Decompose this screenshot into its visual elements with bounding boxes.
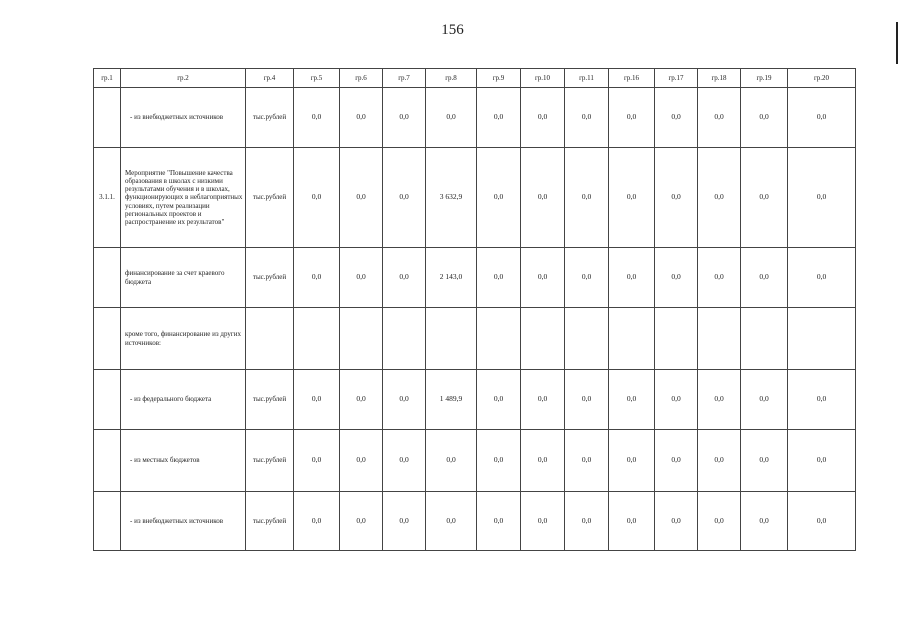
column-header: гр.18 xyxy=(698,69,741,88)
value-cell: 0,0 xyxy=(741,148,788,248)
value-cell: 0,0 xyxy=(565,430,609,492)
value-cell: 0,0 xyxy=(521,370,565,430)
value-cell: 0,0 xyxy=(477,430,521,492)
page-number: 156 xyxy=(441,22,464,38)
value-cell: 0,0 xyxy=(655,370,698,430)
value-cell: 0,0 xyxy=(340,248,383,308)
value-cell: 0,0 xyxy=(477,370,521,430)
column-header: гр.1 xyxy=(94,69,121,88)
table-row xyxy=(94,370,856,430)
table-row xyxy=(94,88,856,148)
value-cell xyxy=(383,308,426,370)
row-name: финансирование за счет краевого бюджета xyxy=(121,248,246,308)
value-cell: 0,0 xyxy=(565,492,609,551)
column-header: гр.6 xyxy=(340,69,383,88)
value-cell: 0,0 xyxy=(609,370,655,430)
value-cell: 0,0 xyxy=(521,430,565,492)
value-cell xyxy=(741,308,788,370)
column-header: гр.4 xyxy=(246,69,294,88)
row-name: - из внебюджетных источников xyxy=(121,88,246,148)
value-cell xyxy=(655,308,698,370)
row-unit: тыс.рублей xyxy=(246,492,294,551)
value-cell: 0,0 xyxy=(521,492,565,551)
column-header: гр.8 xyxy=(426,69,477,88)
value-cell: 0,0 xyxy=(698,492,741,551)
value-cell: 0,0 xyxy=(655,430,698,492)
value-cell: 0,0 xyxy=(655,148,698,248)
column-header: гр.20 xyxy=(788,69,856,88)
value-cell: 0,0 xyxy=(294,370,340,430)
column-header: гр.5 xyxy=(294,69,340,88)
row-code xyxy=(94,430,121,492)
row-unit: тыс.рублей xyxy=(246,248,294,308)
column-header: гр.11 xyxy=(565,69,609,88)
column-header: гр.2 xyxy=(121,69,246,88)
value-cell: 0,0 xyxy=(477,248,521,308)
row-code: 3.1.1. xyxy=(94,148,121,248)
value-cell: 0,0 xyxy=(426,492,477,551)
value-cell: 0,0 xyxy=(788,430,856,492)
value-cell: 0,0 xyxy=(340,88,383,148)
value-cell xyxy=(426,308,477,370)
value-cell: 0,0 xyxy=(521,88,565,148)
value-cell: 0,0 xyxy=(294,148,340,248)
edge-mark xyxy=(896,22,898,64)
value-cell: 0,0 xyxy=(383,248,426,308)
table-row xyxy=(94,308,856,370)
value-cell: 0,0 xyxy=(741,430,788,492)
value-cell: 0,0 xyxy=(788,492,856,551)
value-cell: 0,0 xyxy=(698,430,741,492)
row-unit: тыс.рублей xyxy=(246,148,294,248)
column-header: гр.16 xyxy=(609,69,655,88)
table-row xyxy=(94,148,856,248)
value-cell: 0,0 xyxy=(477,88,521,148)
table-row xyxy=(94,248,856,308)
row-name: - из федерального бюджета xyxy=(121,370,246,430)
row-unit: тыс.рублей xyxy=(246,88,294,148)
value-cell: 0,0 xyxy=(609,248,655,308)
value-cell: 0,0 xyxy=(609,148,655,248)
value-cell: 0,0 xyxy=(698,88,741,148)
value-cell: 0,0 xyxy=(477,492,521,551)
header-row xyxy=(94,69,856,88)
row-code xyxy=(94,248,121,308)
row-unit: тыс.рублей xyxy=(246,370,294,430)
value-cell: 0,0 xyxy=(741,370,788,430)
value-cell: 0,0 xyxy=(521,148,565,248)
value-cell: 0,0 xyxy=(565,370,609,430)
column-header: гр.19 xyxy=(741,69,788,88)
value-cell: 0,0 xyxy=(788,248,856,308)
value-cell: 0,0 xyxy=(609,430,655,492)
row-name: кроме того, финансирование из других источников: xyxy=(121,308,246,370)
value-cell: 0,0 xyxy=(426,430,477,492)
value-cell: 0,0 xyxy=(521,248,565,308)
column-header: гр.17 xyxy=(655,69,698,88)
row-name: - из внебюджетных источников xyxy=(121,492,246,551)
value-cell: 0,0 xyxy=(294,248,340,308)
row-code xyxy=(94,308,121,370)
value-cell: 0,0 xyxy=(655,248,698,308)
value-cell xyxy=(698,308,741,370)
value-cell xyxy=(521,308,565,370)
value-cell: 0,0 xyxy=(383,430,426,492)
value-cell: 0,0 xyxy=(565,248,609,308)
value-cell: 0,0 xyxy=(383,148,426,248)
value-cell: 0,0 xyxy=(698,248,741,308)
value-cell: 0,0 xyxy=(340,492,383,551)
row-code xyxy=(94,88,121,148)
value-cell xyxy=(565,308,609,370)
value-cell: 0,0 xyxy=(340,370,383,430)
row-name: Мероприятие "Повышение качества образования в школах с низкими результатами обучения и в школах, функционирующих в неблагоприятных условиях, путем реализации региональных проектов и распространение их результатов" xyxy=(121,148,246,248)
value-cell: 0,0 xyxy=(788,88,856,148)
row-code xyxy=(94,492,121,551)
value-cell xyxy=(788,308,856,370)
value-cell: 0,0 xyxy=(340,148,383,248)
budget-table xyxy=(93,68,856,551)
value-cell: 0,0 xyxy=(698,148,741,248)
row-unit: тыс.рублей xyxy=(246,430,294,492)
column-header: гр.10 xyxy=(521,69,565,88)
value-cell: 0,0 xyxy=(340,430,383,492)
value-cell xyxy=(294,308,340,370)
table-row xyxy=(94,430,856,492)
value-cell: 0,0 xyxy=(741,492,788,551)
value-cell: 0,0 xyxy=(741,88,788,148)
value-cell: 0,0 xyxy=(741,248,788,308)
value-cell: 0,0 xyxy=(383,88,426,148)
value-cell: 0,0 xyxy=(565,88,609,148)
value-cell xyxy=(609,308,655,370)
value-cell: 0,0 xyxy=(294,88,340,148)
row-name: - из местных бюджетов xyxy=(121,430,246,492)
value-cell: 0,0 xyxy=(383,492,426,551)
value-cell: 3 632,9 xyxy=(426,148,477,248)
value-cell xyxy=(340,308,383,370)
value-cell: 0,0 xyxy=(477,148,521,248)
value-cell: 0,0 xyxy=(698,370,741,430)
value-cell: 0,0 xyxy=(788,370,856,430)
value-cell: 0,0 xyxy=(426,88,477,148)
value-cell: 2 143,0 xyxy=(426,248,477,308)
value-cell: 0,0 xyxy=(294,430,340,492)
value-cell: 0,0 xyxy=(609,492,655,551)
value-cell: 0,0 xyxy=(788,148,856,248)
value-cell: 0,0 xyxy=(294,492,340,551)
value-cell: 0,0 xyxy=(565,148,609,248)
table-row xyxy=(94,492,856,551)
column-header: гр.9 xyxy=(477,69,521,88)
column-header: гр.7 xyxy=(383,69,426,88)
value-cell: 0,0 xyxy=(655,88,698,148)
value-cell: 0,0 xyxy=(609,88,655,148)
row-code xyxy=(94,370,121,430)
value-cell: 0,0 xyxy=(383,370,426,430)
value-cell xyxy=(477,308,521,370)
value-cell: 1 489,9 xyxy=(426,370,477,430)
row-unit xyxy=(246,308,294,370)
value-cell: 0,0 xyxy=(655,492,698,551)
